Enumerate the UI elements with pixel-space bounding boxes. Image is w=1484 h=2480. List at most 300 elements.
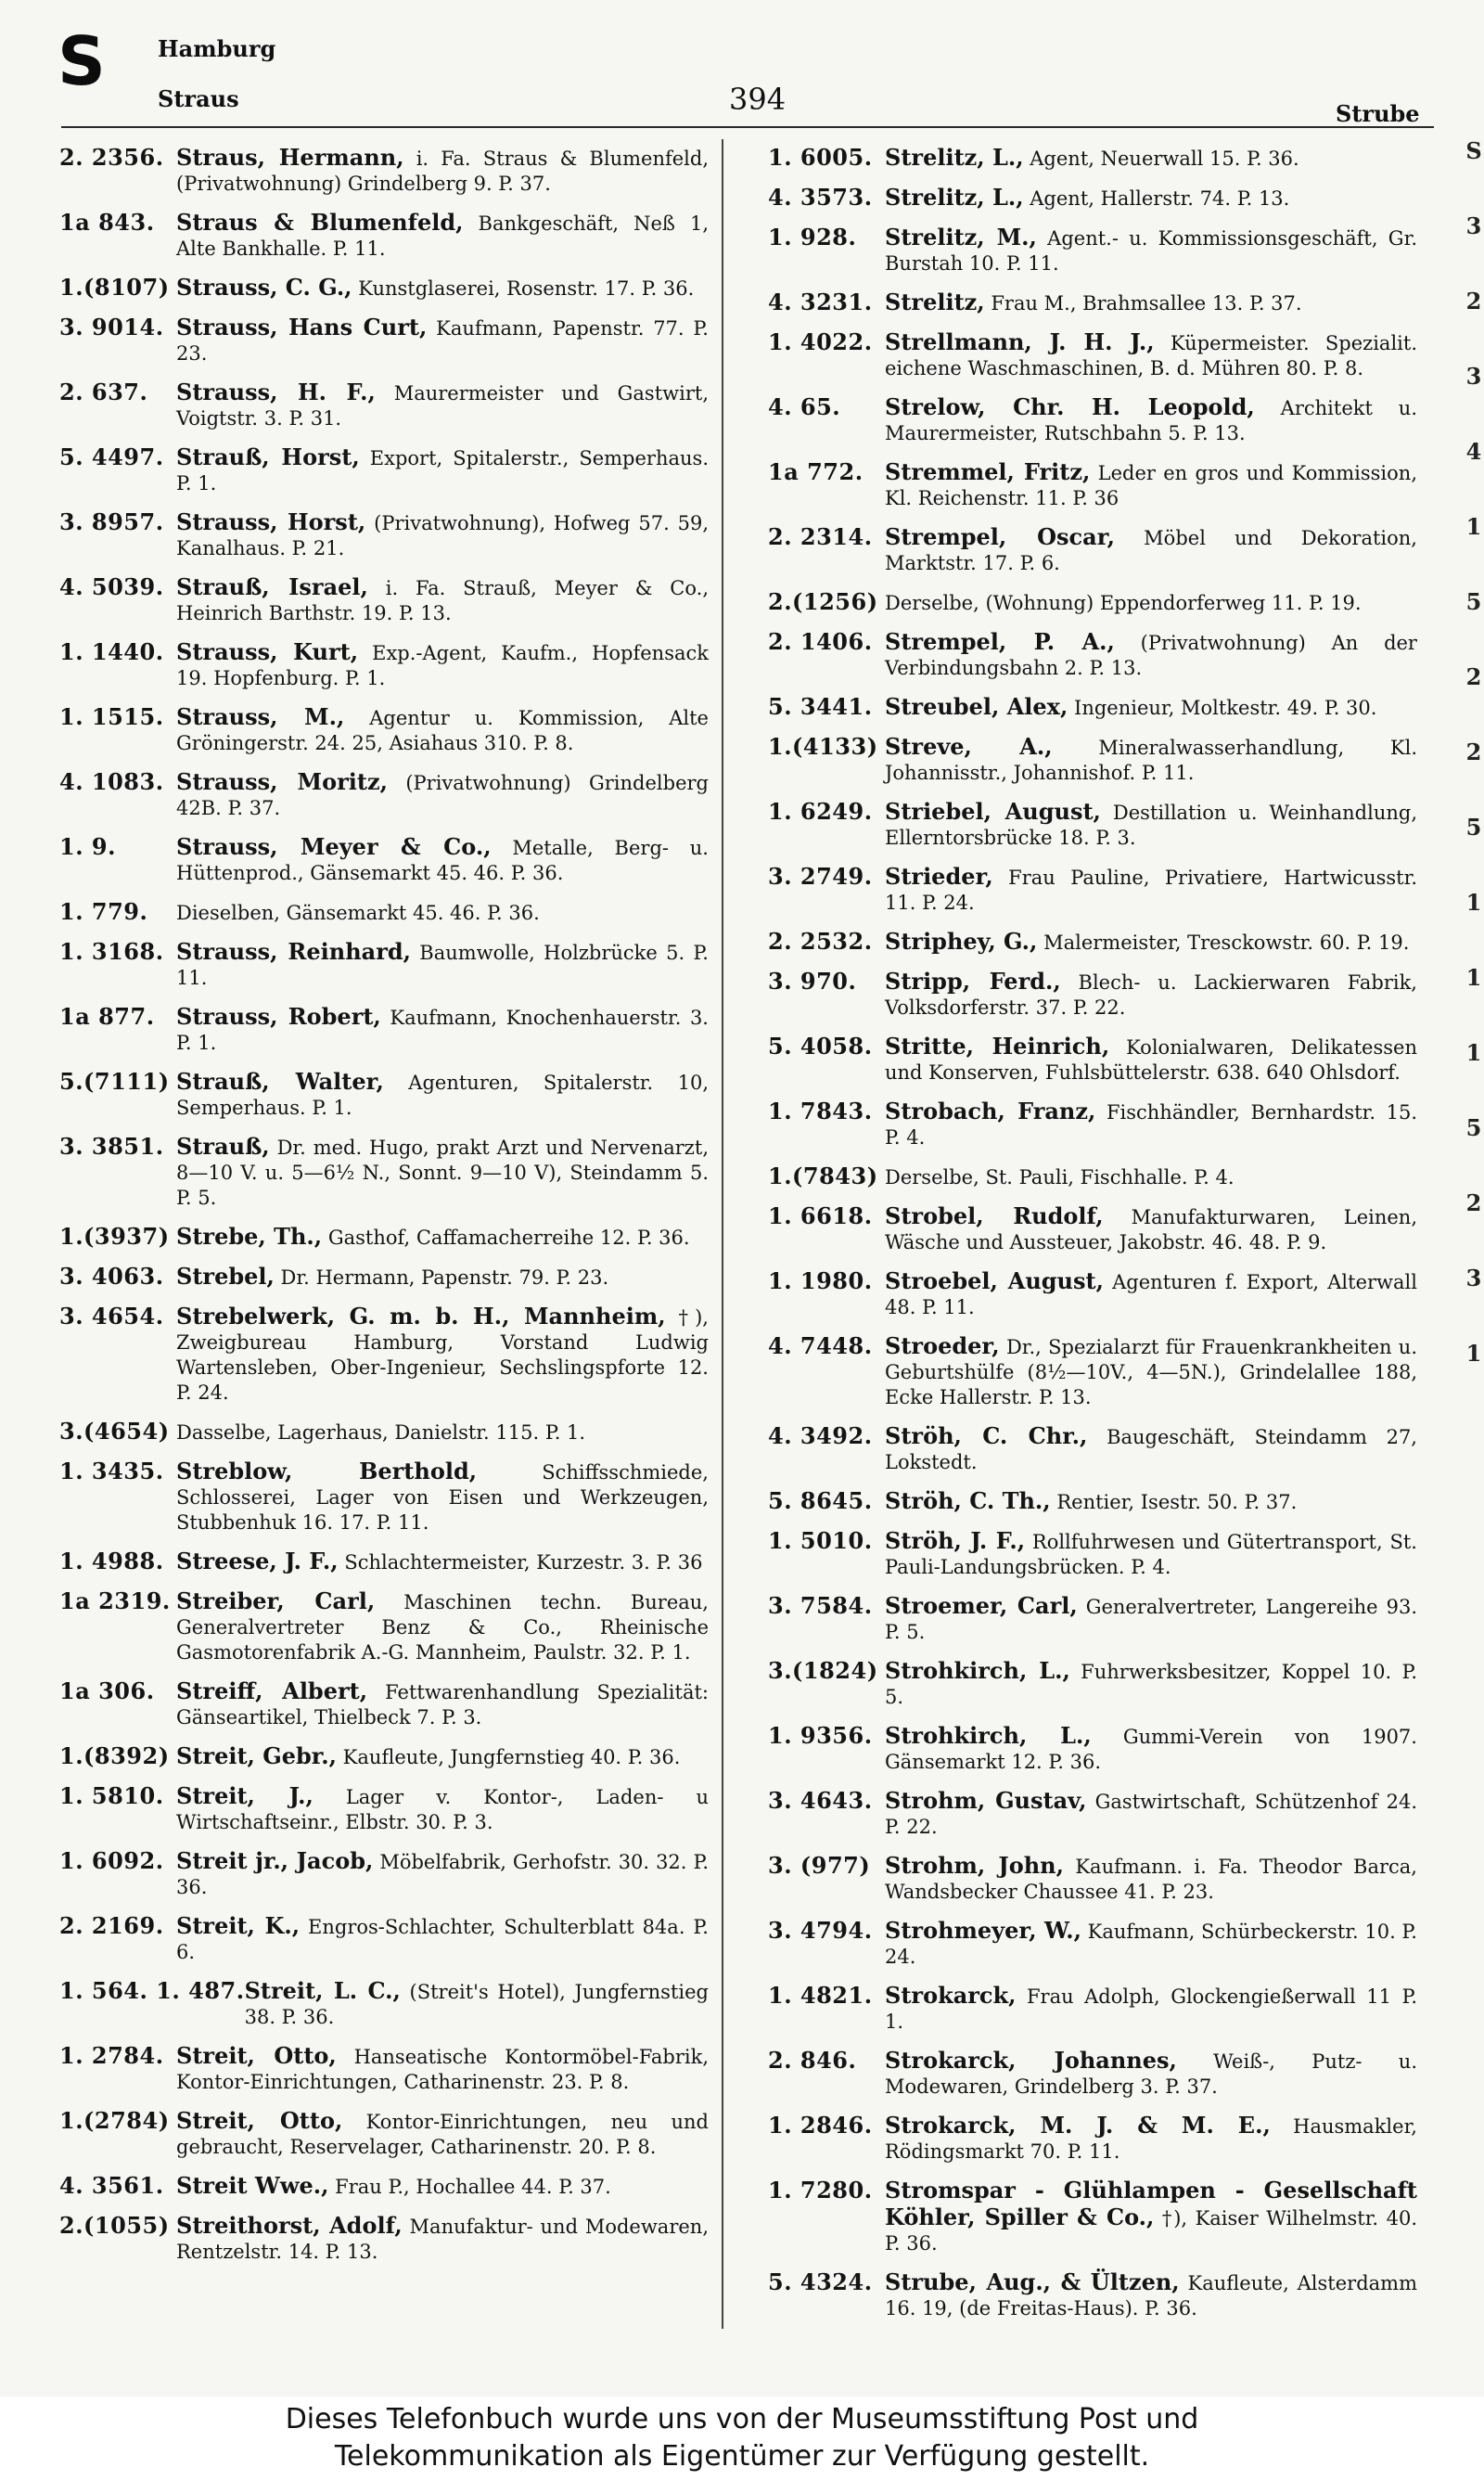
phone-number: 1. 7843. — [768, 1098, 873, 1124]
phone-number: 3.(4654) — [59, 1418, 170, 1445]
phone-number: 4. 1083. — [59, 768, 164, 795]
entry-name: Strobach, Franz, — [885, 1098, 1096, 1124]
entry-name: Streubel, Alex, — [885, 693, 1068, 720]
edge-char: 1 — [1465, 513, 1482, 540]
entry-details: Weiß-, Putz- u. Modewaren, Grindelberg 3. P. 37. — [885, 2050, 1417, 2098]
directory-entry — [59, 1743, 709, 1770]
entry-text — [885, 1203, 1417, 1255]
entry-name: Streithorst, Adolf, — [176, 2212, 403, 2239]
phone-number: 2. 637. — [59, 379, 148, 405]
phone-number: 1a 877. — [59, 1003, 155, 1030]
phone-number: 3. 8957. — [59, 508, 164, 535]
entry-text — [885, 629, 1417, 681]
directory-entry — [59, 1304, 709, 1406]
footer-line-2: Telekommunikation als Eigentümer zur Verfügung gestellt. — [334, 2440, 1150, 2473]
entry-name: Ströh, C. Chr., — [885, 1422, 1088, 1449]
entry-details: Dr., Spezialarzt für Frauenkrankheiten u. Geburtshülfe (8½—10V., 4—5N.), Grindelallee 188, Ecke Hallerstr. P. 13. — [885, 1336, 1417, 1408]
phone-number: 2. 2314. — [768, 523, 873, 550]
phone-number: 1. 7280. — [768, 2177, 873, 2204]
entry-text — [885, 459, 1417, 511]
directory-entry — [59, 1913, 709, 1965]
phone-number: 3. 4654. — [59, 1303, 164, 1330]
entry-text — [885, 1488, 1417, 1515]
directory-entry — [768, 2178, 1417, 2256]
entry-name: Strauß, Horst, — [176, 443, 360, 470]
phone-number: 3. 9014. — [59, 314, 164, 341]
entry-text — [885, 799, 1417, 851]
phone-number: 1. 1515. — [59, 703, 164, 730]
directory-entry — [768, 1423, 1417, 1475]
entry-text — [885, 1099, 1417, 1150]
entry-name: Strempel, Oscar, — [885, 523, 1115, 550]
phone-number: 1.(2784) — [59, 2107, 170, 2134]
entry-name: Strohm, Gustav, — [885, 1787, 1087, 1814]
entry-name: Strelitz, — [885, 289, 985, 315]
entry-name: Streit, K., — [176, 1912, 301, 1939]
directory-entry — [768, 799, 1417, 851]
directory-entry — [59, 2108, 709, 2160]
phone-number: 2. 2356. — [59, 144, 164, 171]
phone-number: 1. 2846. — [768, 2112, 873, 2139]
directory-entry — [768, 1333, 1417, 1410]
phone-number: 3. 3851. — [59, 1133, 164, 1160]
entry-name: Strauss, Robert, — [176, 1003, 381, 1030]
entry-text — [885, 694, 1417, 721]
entry-name: Ströh, C. Th., — [885, 1487, 1051, 1514]
entry-name: Strebel, — [176, 1263, 275, 1290]
entry-text — [885, 734, 1417, 786]
directory-entry — [768, 1488, 1417, 1515]
entry-text — [176, 315, 709, 366]
phone-number: 4. 3573. — [768, 184, 873, 211]
directory-entry — [59, 1588, 709, 1665]
entry-name: Strauss, H. F., — [176, 379, 376, 405]
phone-number: 1. 6005. — [768, 144, 873, 171]
directory-entry — [59, 379, 709, 431]
edge-char: 5 — [1465, 1114, 1482, 1141]
edge-char: 3 — [1465, 363, 1482, 390]
entry-details: Küpermeister. Spezialit. eichene Waschmaschinen, B. d. Mühren 80. P. 8. — [885, 332, 1417, 379]
footer-line-1: Dieses Telefonbuch wurde uns von der Museumsstiftung Post und — [285, 2403, 1199, 2435]
directory-entry — [59, 899, 709, 926]
entry-details: Schlachtermeister, Kurzestr. 3. P. 36 — [344, 1551, 703, 1574]
phone-number: 5. 4497. — [59, 443, 164, 470]
entry-details: Maurermeister und Gastwirt, Voigtstr. 3. P. 31. — [176, 382, 709, 430]
entry-text — [176, 509, 709, 561]
entry-details: Schiffsschmiede, Schlosserei, Lager von Eisen und Werkzeugen, Stubbenhuk 16. 17. P. 11. — [176, 1461, 709, 1534]
entry-details: †), Zweigbureau Hamburg, Vorstand Ludwig Wartensleben, Ober-Ingenieur, Sechslingspforte 12. P. 24. — [176, 1306, 709, 1404]
phone-number: 1. 3435. — [59, 1458, 164, 1484]
entry-name: Stromspar - Glühlampen - Gesellschaft Köhler, Spiller & Co., — [885, 2177, 1417, 2230]
entry-text — [885, 589, 1417, 616]
directory-entry — [768, 2048, 1417, 2100]
edge-char: 2 — [1465, 739, 1482, 765]
entry-text — [176, 769, 709, 821]
phone-number: 1a 2319. — [59, 1587, 171, 1614]
entry-details: Frau Pauline, Privatiere, Hartwicusstr. 11. P. 24. — [885, 867, 1417, 914]
directory-entry — [768, 1268, 1417, 1320]
header-first-name: Straus — [158, 85, 239, 112]
phone-number: 5.(7111) — [59, 1068, 170, 1095]
directory-entry — [768, 929, 1417, 956]
entry-name: Strauss, M., — [176, 703, 345, 730]
phone-number: 1a 843. — [59, 209, 155, 236]
directory-entry — [59, 210, 709, 262]
entry-name: Strauss, Horst, — [176, 508, 366, 535]
edge-char: S — [1465, 137, 1482, 164]
phone-number: 1. 1980. — [768, 1267, 873, 1294]
entry-text — [176, 2213, 709, 2265]
entry-text — [176, 275, 709, 302]
entry-details: Rentier, Isestr. 50. P. 37. — [1056, 1491, 1298, 1513]
entry-name: Strebe, Th., — [176, 1223, 323, 1250]
edge-char: 4 — [1465, 438, 1482, 465]
phone-number: 1. 1440. — [59, 638, 164, 665]
entry-details: Fettwarenhandlung Spezialität: Gänseartikel, Thielbeck 7. P. 3. — [176, 1681, 710, 1728]
entry-details: Baugeschäft, Steindamm 27, Lokstedt. — [885, 1426, 1417, 1473]
entry-details: Dasselbe, Lagerhaus, Danielstr. 115. P. 1. — [176, 1421, 586, 1444]
entry-details: Agent, Hallerstr. 74. P. 13. — [1030, 187, 1290, 210]
entry-details: Kontor-Einrichtungen, neu und gebraucht, Reservelager, Catharinenstr. 20. P. 8. — [176, 2111, 709, 2158]
entry-details: Gastwirtschaft, Schützenhof 24. P. 22. — [885, 1791, 1417, 1838]
entry-text — [885, 2048, 1417, 2100]
directory-entry — [768, 969, 1417, 1021]
page-number: 394 — [729, 82, 787, 117]
directory-entry — [768, 1918, 1417, 1970]
entry-details: Dr. med. Hugo, prakt Arzt und Nervenarzt, 8—10 V. u. 5—6½ N., Sonnt. 9—10 V), Steindamm 5. P. 5. — [176, 1137, 709, 1209]
directory-entry — [768, 2269, 1417, 2321]
phone-number: 3.(1824) — [768, 1657, 878, 1684]
entry-details: Frau P., Hochallee 44. P. 37. — [335, 2176, 611, 2198]
entry-name: Streiber, Carl, — [176, 1587, 376, 1614]
phone-number: 1. 6249. — [768, 798, 873, 825]
entry-details: Bankgeschäft, Neß 1, Alte Bankhalle. P. 11. — [176, 212, 710, 260]
entry-text — [885, 929, 1417, 956]
entry-details: Agenturen, Spitalerstr. 10, Semperhaus. P. 1. — [176, 1072, 709, 1119]
entry-name: Strauss, Meyer & Co., — [176, 833, 492, 860]
entry-name: Streit, L. C., — [244, 1977, 401, 2004]
directory-entry — [768, 145, 1417, 172]
entry-details: Derselbe, St. Pauli, Fischhalle. P. 4. — [885, 1166, 1235, 1189]
phone-number: 3. 2749. — [768, 863, 873, 890]
entry-name: Strohmeyer, W., — [885, 1917, 1081, 1944]
entry-name: Streit, Otto, — [176, 2042, 337, 2069]
directory-entry — [59, 1548, 709, 1575]
directory-entry — [768, 734, 1417, 786]
entry-name: Streit Wwe., — [176, 2172, 329, 2199]
entry-details: Ingenieur, Moltkestr. 49. P. 30. — [1074, 697, 1377, 719]
directory-entry — [768, 1034, 1417, 1086]
edge-char: 1 — [1465, 964, 1482, 991]
entry-text — [176, 1913, 709, 1965]
entry-name: Strauß, — [176, 1133, 270, 1160]
section-letter: S — [58, 22, 106, 100]
directory-entry — [768, 185, 1417, 212]
directory-entry — [59, 1783, 709, 1835]
entry-name: Streve, A., — [885, 733, 1053, 760]
entry-text — [885, 1658, 1417, 1710]
directory-entry — [59, 704, 709, 756]
phone-number: 2.(1256) — [768, 588, 878, 615]
entry-details: Agentur u. Kommission, Alte Gröningerstr. 24. 25, Asiahaus 310. P. 8. — [176, 707, 709, 754]
entry-details: Metalle, Berg- u. Hüttenprod., Gänsemarkt 45. 46. P. 36. — [176, 837, 709, 884]
directory-entry — [768, 524, 1417, 576]
entry-details: Kaufleute, Alsterdamm 16. 19, (de Freitas-Haus). P. 36. — [885, 2272, 1417, 2319]
entry-details: Fuhrwerksbesitzer, Koppel 10. P. 5. — [885, 1661, 1418, 1708]
phone-number: 2. 1406. — [768, 628, 873, 655]
entry-details: Agenturen f. Export, Alterwall 48. P. 11. — [885, 1271, 1417, 1318]
entry-details: Leder en gros und Kommission, Kl. Reichenstr. 11. P. 36 — [885, 462, 1417, 509]
phone-number: 4. 7448. — [768, 1332, 873, 1359]
entry-name: Streiff, Albert, — [176, 1677, 368, 1704]
phone-number: 1a 306. — [59, 1677, 155, 1704]
entry-details: Exp.-Agent, Kaufm., Hopfensack 19. Hopfenburg. P. 1. — [176, 642, 709, 689]
entry-text — [176, 1588, 709, 1665]
entry-name: Strokarck, M. J. & M. E., — [885, 2112, 1271, 2139]
phone-number: 1. 779. — [59, 898, 148, 925]
entry-name: Strelitz, M., — [885, 224, 1037, 251]
entry-name: Straus & Blumenfeld, — [176, 209, 464, 236]
entry-name: Streit, J., — [176, 1782, 313, 1809]
directory-entry — [768, 1658, 1417, 1710]
entry-details: Rollfuhrwesen und Gütertransport, St. Pauli-Landungsbrücken. P. 4. — [885, 1531, 1417, 1578]
directory-entry — [59, 1224, 709, 1251]
entry-text — [176, 1304, 709, 1406]
entry-name: Streese, J. F., — [176, 1548, 339, 1574]
directory-entry — [768, 1983, 1417, 2035]
entry-details: Blech- u. Lackierwaren Fabrik, Volksdorferstr. 37. P. 22. — [885, 971, 1417, 1019]
entry-details: Architekt u. Maurermeister, Rutschbahn 5. P. 13. — [885, 397, 1417, 444]
entry-text — [885, 394, 1417, 446]
entry-name: Strauß, Israel, — [176, 573, 368, 600]
phone-number: 3. 970. — [768, 968, 857, 995]
entry-text — [885, 1423, 1417, 1475]
entry-details: Kaufleute, Jungfernstieg 40. P. 36. — [342, 1746, 681, 1768]
directory-entry — [59, 2173, 709, 2200]
entry-text — [176, 444, 709, 496]
entry-text — [885, 1723, 1417, 1775]
phone-number: 1. 3168. — [59, 938, 164, 965]
phone-number: 5. 8645. — [768, 1487, 873, 1514]
entry-text — [885, 1853, 1417, 1905]
entry-details: Export, Spitalerstr., Semperhaus. P. 1. — [176, 447, 709, 495]
entry-details: (Streit's Hotel), Jungfernstieg 38. P. 36. — [244, 1981, 709, 2028]
entry-details: Fischhändler, Bernhardstr. 15. P. 4. — [885, 1101, 1417, 1149]
entry-details: Kolonialwaren, Delikatessen und Konserven, Fuhlsbüttelerstr. 638. 640 Ohlsdorf. — [885, 1036, 1417, 1084]
left-column — [59, 145, 709, 2278]
directory-entry — [59, 509, 709, 561]
entry-text — [885, 524, 1417, 576]
edge-char: 1 — [1465, 1039, 1482, 1066]
entry-details: Agent.- u. Kommissionsgeschäft, Gr. Burstah 10. P. 11. — [885, 227, 1417, 275]
entry-details: Destillation u. Weinhandlung, Ellerntorsbrücke 18. P. 3. — [885, 802, 1417, 849]
phone-number: 4. 65. — [768, 393, 841, 420]
directory-entry — [59, 939, 709, 991]
phone-number: 1.(3937) — [59, 1223, 170, 1250]
entry-details: Manufakturwaren, Leinen, Wäsche und Aussteuer, Jakobstr. 46. 48. P. 9. — [885, 1206, 1417, 1253]
entry-text — [176, 1264, 709, 1291]
entry-text — [885, 1034, 1417, 1086]
directory-entry — [768, 289, 1417, 316]
directory-entry — [59, 574, 709, 626]
entry-details: Möbel und Dekoration, Marktstr. 17. P. 6. — [885, 527, 1417, 574]
directory-entry — [59, 145, 709, 197]
entry-text — [176, 379, 709, 431]
entry-details: Gummi-Verein von 1907. Gänsemarkt 12. P. 36. — [885, 1726, 1417, 1773]
entry-name: Stroemer, Carl, — [885, 1592, 1078, 1619]
entry-name: Streit, Otto, — [176, 2107, 343, 2134]
entry-text — [885, 864, 1417, 916]
entry-name: Ströh, J. F., — [885, 1527, 1026, 1554]
right-column — [768, 145, 1417, 2334]
header-city: Hamburg — [158, 35, 276, 62]
entry-name: Strelow, Chr. H. Leopold, — [885, 393, 1255, 420]
directory-entry — [768, 394, 1417, 446]
entry-details: Derselbe, (Wohnung) Eppendorferweg 11. P. 19. — [885, 592, 1362, 614]
directory-entry — [768, 1203, 1417, 1255]
directory-entry — [59, 1069, 709, 1121]
phone-number: 4. 5039. — [59, 573, 164, 600]
edge-char: 3 — [1465, 1265, 1482, 1291]
phone-number: 1.(4133) — [768, 733, 878, 760]
entry-text — [885, 2269, 1417, 2321]
entry-text — [176, 210, 709, 262]
directory-entry — [768, 329, 1417, 381]
entry-text — [176, 1743, 709, 1770]
entry-name: Strohkirch, L., — [885, 1722, 1092, 1749]
entry-text — [176, 1134, 709, 1211]
directory-entry — [59, 2213, 709, 2265]
entry-text — [885, 1333, 1417, 1410]
entry-text — [885, 185, 1417, 212]
directory-entry — [59, 1678, 709, 1730]
entry-text — [176, 1224, 709, 1251]
entry-text — [176, 574, 709, 626]
entry-name: Stroebel, August, — [885, 1267, 1104, 1294]
entry-text — [885, 1593, 1417, 1645]
directory-entry — [768, 694, 1417, 721]
entry-name: Strokarck, Johannes, — [885, 2047, 1177, 2074]
entry-details: Maschinen techn. Bureau, Generalvertreter Benz & Co., Rheinische Gasmotorenfabrik A.-G. Mannheim, Paulstr. 32. P. 1. — [176, 1591, 709, 1664]
directory-entry — [59, 1419, 709, 1446]
phone-number: 1. 5010. — [768, 1527, 873, 1554]
directory-entry — [59, 1134, 709, 1211]
directory-entry — [59, 1978, 709, 2030]
entry-text — [176, 639, 709, 691]
entry-details: Kaufmann, Knochenhauerstr. 3. P. 1. — [176, 1007, 709, 1054]
entry-name: Strempel, P. A., — [885, 628, 1115, 655]
entry-text — [885, 145, 1417, 172]
entry-text — [176, 1678, 709, 1730]
entry-name: Streit, Gebr., — [176, 1742, 337, 1769]
phone-number: 1. 564. 1. 487. — [59, 1977, 245, 2004]
entry-details: Möbelfabrik, Gerhofstr. 30. 32. P. 36. — [176, 1851, 709, 1898]
directory-entry — [768, 1853, 1417, 1905]
entry-details: Agent, Neuerwall 15. P. 36. — [1030, 148, 1299, 170]
entry-text — [176, 1069, 709, 1121]
directory-entry — [768, 1528, 1417, 1580]
entry-name: Stritte, Heinrich, — [885, 1033, 1110, 1060]
entry-name: Strauß, Walter, — [176, 1068, 384, 1095]
directory-entry — [59, 769, 709, 821]
entry-name: Striebel, August, — [885, 798, 1101, 825]
entry-text — [176, 899, 709, 926]
header-last-name: Strube — [1336, 100, 1420, 127]
entry-text — [176, 939, 709, 991]
directory-entry — [768, 1788, 1417, 1840]
directory-entry — [59, 1264, 709, 1291]
entry-details: Frau M., Brahmsallee 13. P. 37. — [991, 292, 1302, 315]
entry-text — [176, 2043, 709, 2095]
entry-details: Hausmakler, Rödingsmarkt 70. P. 11. — [885, 2115, 1417, 2163]
entry-text — [176, 1783, 709, 1835]
entry-name: Strauss, Moritz, — [176, 768, 388, 795]
directory-entry — [768, 459, 1417, 511]
phone-number: 3. 4643. — [768, 1787, 873, 1814]
entry-details: Dieselben, Gänsemarkt 45. 46. P. 36. — [176, 902, 540, 924]
phone-number: 2. 846. — [768, 2047, 857, 2074]
edge-char: 1 — [1465, 1340, 1482, 1367]
edge-char: 2 — [1465, 288, 1482, 315]
entry-details: Lager v. Kontor-, Laden- u Wirtschaftseinr., Elbstr. 30. P. 3. — [176, 1786, 709, 1833]
entry-text — [885, 1983, 1417, 2035]
entry-details: (Privatwohnung) Grindelberg 42B. P. 37. — [176, 772, 709, 819]
entry-text — [885, 969, 1417, 1021]
directory-entry — [59, 639, 709, 691]
entry-name: Strebelwerk, G. m. b. H., Mannheim, — [176, 1303, 666, 1330]
adjacent-page-edge — [1464, 121, 1484, 2364]
directory-entry — [59, 275, 709, 302]
entry-name: Strobel, Rudolf, — [885, 1202, 1104, 1229]
column-divider — [722, 139, 723, 2329]
entry-name: Strube, Aug., & Ültzen, — [885, 2268, 1180, 2295]
entry-name: Stripp, Ferd., — [885, 968, 1061, 995]
edge-char: 2 — [1465, 663, 1482, 690]
directory-entry — [768, 2113, 1417, 2165]
edge-char: 1 — [1465, 889, 1482, 916]
entry-details: Baumwolle, Holzbrücke 5. P. 11. — [176, 942, 709, 989]
entry-details: Kaufmann, Papenstr. 77. P. 23. — [176, 317, 709, 365]
entry-details: Kaufmann, Schürbeckerstr. 10. P. 24. — [885, 1921, 1417, 1968]
phone-number: 1.(8107) — [59, 274, 170, 301]
entry-details: (Privatwohnung) An der Verbindungsbahn 2. P. 13. — [885, 632, 1417, 679]
phone-number: 1.(8392) — [59, 1742, 170, 1769]
phone-number: 3. 4794. — [768, 1917, 873, 1944]
entry-details: Generalvertreter, Langereihe 93. P. 5. — [885, 1596, 1417, 1643]
entry-details: Manufaktur- und Modewaren, Rentzelstr. 14. P. 13. — [176, 2216, 709, 2263]
entry-name: Striphey, G., — [885, 928, 1038, 955]
phone-number: 1a 772. — [768, 458, 864, 485]
entry-name: Strauss, Reinhard, — [176, 938, 411, 965]
entry-details: (Privatwohnung), Hofweg 57. 59, Kanalhaus. P. 21. — [176, 512, 709, 559]
entry-text — [885, 2178, 1417, 2256]
phone-number: 5. 4324. — [768, 2268, 873, 2295]
entry-text — [885, 289, 1417, 316]
entry-text — [176, 704, 709, 756]
entry-text — [885, 1163, 1417, 1190]
phone-number: 1. 928. — [768, 224, 857, 251]
entry-text — [885, 329, 1417, 381]
entry-details: Hanseatische Kontormöbel-Fabrik, Kontor-Einrichtungen, Catharinenstr. 23. P. 8. — [176, 2046, 709, 2093]
entry-text — [885, 1788, 1417, 1840]
entry-name: Strohkirch, L., — [885, 1657, 1070, 1684]
directory-entry — [768, 1163, 1417, 1190]
phone-number: 1. 5810. — [59, 1782, 164, 1809]
entry-details: Kaufmann. i. Fa. Theodor Barca, Wandsbecker Chaussee 41. P. 23. — [885, 1856, 1417, 1903]
edge-char: 3 — [1465, 212, 1482, 239]
phone-number: 1. 6092. — [59, 1847, 164, 1874]
phone-number: 1. 9356. — [768, 1722, 873, 1749]
